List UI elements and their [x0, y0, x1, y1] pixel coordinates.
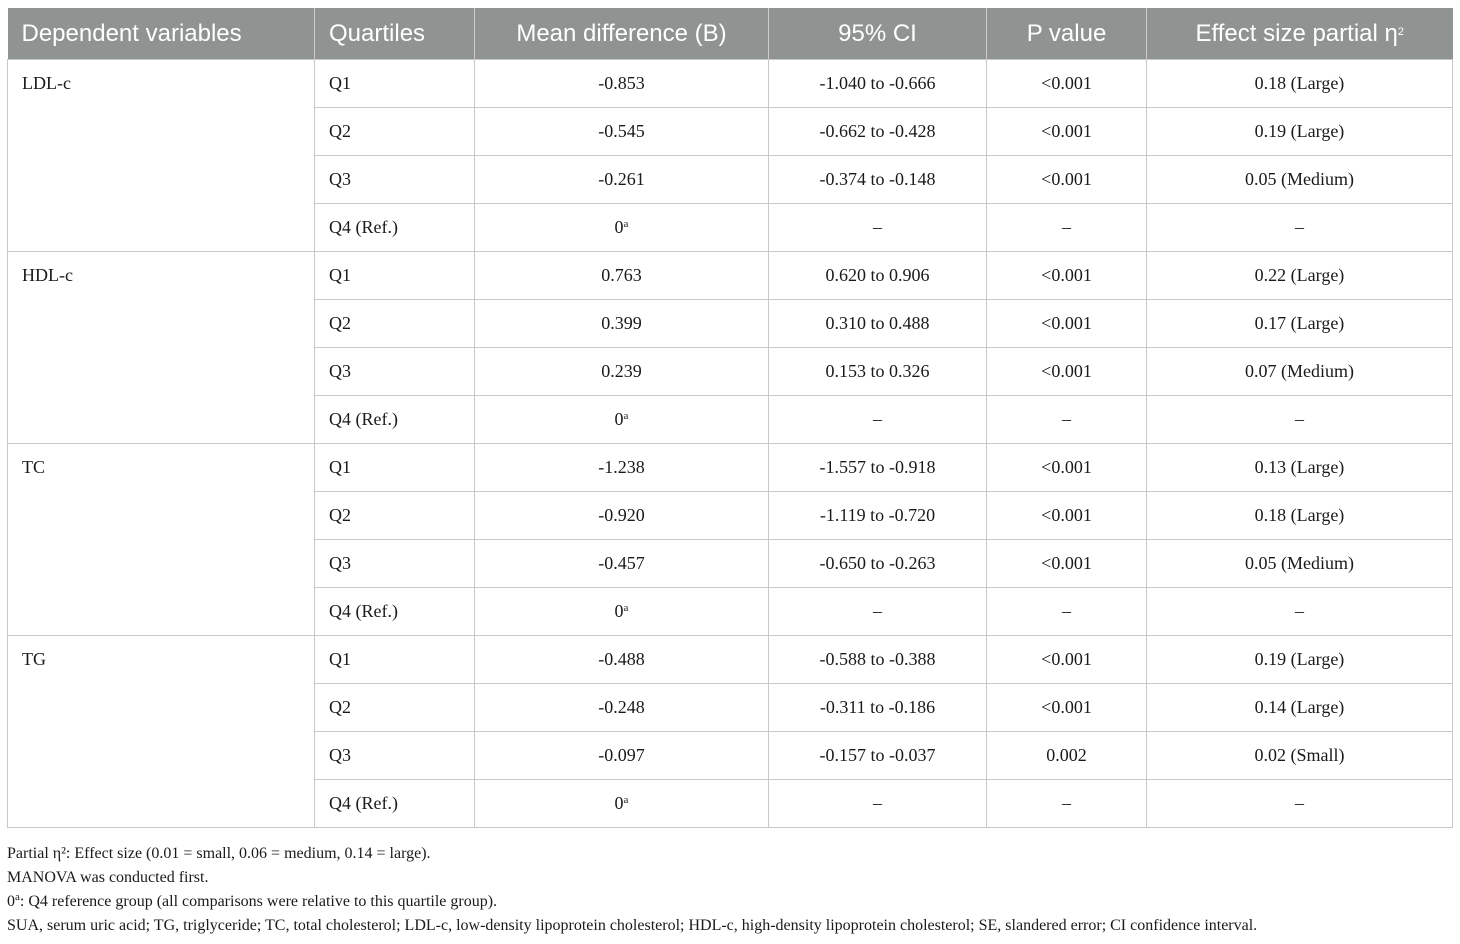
quartile-cell: Q1: [315, 60, 475, 108]
p-value-cell: –: [987, 588, 1147, 636]
confidence-interval-cell: –: [769, 588, 987, 636]
header-effect-size-label: Effect size partial η: [1195, 19, 1398, 47]
mean-difference-cell: [475, 588, 769, 636]
table-header: [8, 8, 1453, 60]
table-row: [8, 636, 1453, 684]
p-value-cell: –: [987, 396, 1147, 444]
effect-size-cell: –: [1147, 780, 1453, 828]
table-footnotes: [7, 842, 1457, 938]
quartile-cell: Q1: [315, 252, 475, 300]
dependent-variable-cell: TG: [8, 636, 315, 828]
confidence-interval-cell: 0.310 to 0.488: [769, 300, 987, 348]
confidence-interval-cell: -0.588 to -0.388: [769, 636, 987, 684]
confidence-interval-cell: -1.119 to -0.720: [769, 492, 987, 540]
effect-size-cell: 0.22 (Large): [1147, 252, 1453, 300]
reference-superscript: a: [623, 794, 629, 806]
mean-difference-cell: -0.097: [475, 732, 769, 780]
mean-difference-value: 0: [614, 601, 624, 621]
effect-size-cell: 0.05 (Medium): [1147, 156, 1453, 204]
mean-difference-cell: -1.238: [475, 444, 769, 492]
confidence-interval-cell: –: [769, 396, 987, 444]
p-value-cell: <0.001: [987, 252, 1147, 300]
p-value-cell: <0.001: [987, 300, 1147, 348]
mean-difference-cell: 0.763: [475, 252, 769, 300]
quartile-cell: Q3: [315, 540, 475, 588]
footnote-manova: MANOVA was conducted first.: [7, 869, 209, 886]
mean-difference-cell: 0.399: [475, 300, 769, 348]
mean-difference-cell: -0.248: [475, 684, 769, 732]
p-value-cell: <0.001: [987, 156, 1147, 204]
quartile-cell: Q4 (Ref.): [315, 204, 475, 252]
p-value-cell: <0.001: [987, 60, 1147, 108]
quartile-cell: Q2: [315, 108, 475, 156]
footnote-reference-zero: 0: [7, 893, 15, 910]
p-value-cell: –: [987, 780, 1147, 828]
mean-difference-value: 0: [614, 217, 624, 237]
mean-difference-cell: -0.545: [475, 108, 769, 156]
effect-size-cell: 0.19 (Large): [1147, 636, 1453, 684]
footnote-reference-text: : Q4 reference group (all comparisons were relative to this quartile group).: [19, 893, 498, 910]
p-value-cell: <0.001: [987, 108, 1147, 156]
effect-size-cell: –: [1147, 204, 1453, 252]
footnote-partial-eta: Partial η²: Effect size (0.01 = small, 0.06 = medium, 0.14 = large).: [7, 845, 431, 862]
mean-difference-value: 0: [614, 793, 624, 813]
confidence-interval-cell: -1.040 to -0.666: [769, 60, 987, 108]
confidence-interval-cell: –: [769, 780, 987, 828]
quartile-cell: Q1: [315, 444, 475, 492]
mean-difference-cell: [475, 780, 769, 828]
effect-size-cell: 0.14 (Large): [1147, 684, 1453, 732]
footnote-reference-superscript: a: [15, 891, 20, 903]
p-value-cell: <0.001: [987, 636, 1147, 684]
mean-difference-value: 0: [614, 409, 624, 429]
p-value-cell: –: [987, 204, 1147, 252]
effect-size-cell: –: [1147, 588, 1453, 636]
confidence-interval-cell: -0.650 to -0.263: [769, 540, 987, 588]
p-value-cell: <0.001: [987, 444, 1147, 492]
reference-superscript: a: [623, 218, 629, 230]
confidence-interval-cell: -0.662 to -0.428: [769, 108, 987, 156]
quartile-cell: Q3: [315, 156, 475, 204]
header-confidence-interval: 95% CI: [769, 8, 987, 60]
mean-difference-cell: -0.488: [475, 636, 769, 684]
header-row: [8, 8, 1453, 60]
p-value-cell: 0.002: [987, 732, 1147, 780]
table-row: [8, 252, 1453, 300]
table-body: [8, 60, 1453, 828]
mean-difference-cell: -0.853: [475, 60, 769, 108]
reference-superscript: a: [623, 602, 629, 614]
effect-size-cell: 0.13 (Large): [1147, 444, 1453, 492]
mean-difference-cell: -0.457: [475, 540, 769, 588]
header-p-value: P value: [987, 8, 1147, 60]
dependent-variable-cell: HDL-c: [8, 252, 315, 444]
reference-superscript: a: [623, 410, 629, 422]
effect-size-cell: 0.17 (Large): [1147, 300, 1453, 348]
p-value-cell: <0.001: [987, 540, 1147, 588]
confidence-interval-cell: -0.374 to -0.148: [769, 156, 987, 204]
dependent-variable-cell: LDL-c: [8, 60, 315, 252]
table-row: [8, 444, 1453, 492]
results-table-container: [7, 8, 1452, 828]
mean-difference-cell: [475, 204, 769, 252]
effect-size-cell: 0.02 (Small): [1147, 732, 1453, 780]
quartile-cell: Q2: [315, 300, 475, 348]
header-effect-size-superscript: 2: [1397, 25, 1404, 38]
table-row: [8, 60, 1453, 108]
quartile-cell: Q2: [315, 492, 475, 540]
quartile-cell: Q3: [315, 732, 475, 780]
quartile-cell: Q4 (Ref.): [315, 780, 475, 828]
footnote-reference-group: [7, 890, 1457, 914]
confidence-interval-cell: -0.157 to -0.037: [769, 732, 987, 780]
confidence-interval-cell: 0.620 to 0.906: [769, 252, 987, 300]
quartile-cell: Q4 (Ref.): [315, 588, 475, 636]
effect-size-cell: 0.18 (Large): [1147, 60, 1453, 108]
mean-difference-cell: 0.239: [475, 348, 769, 396]
quartile-cell: Q1: [315, 636, 475, 684]
confidence-interval-cell: -1.557 to -0.918: [769, 444, 987, 492]
mean-difference-cell: -0.261: [475, 156, 769, 204]
dependent-variable-cell: TC: [8, 444, 315, 636]
mean-difference-cell: [475, 396, 769, 444]
header-dependent-variables: Dependent variables: [8, 8, 315, 60]
effect-size-cell: 0.18 (Large): [1147, 492, 1453, 540]
confidence-interval-cell: 0.153 to 0.326: [769, 348, 987, 396]
confidence-interval-cell: –: [769, 204, 987, 252]
confidence-interval-cell: -0.311 to -0.186: [769, 684, 987, 732]
p-value-cell: <0.001: [987, 684, 1147, 732]
header-quartiles: Quartiles: [315, 8, 475, 60]
quartile-cell: Q2: [315, 684, 475, 732]
footnote-abbreviations: SUA, serum uric acid; TG, triglyceride; TC, total cholesterol; LDL-c, low-density lipoprotein cholesterol; HDL-c, high-density lipoprotein cholesterol; SE, slandered error; CI confidence interval.: [7, 917, 1258, 934]
quartile-cell: Q3: [315, 348, 475, 396]
quartile-cell: Q4 (Ref.): [315, 396, 475, 444]
header-mean-difference: Mean difference (B): [475, 8, 769, 60]
mean-difference-cell: -0.920: [475, 492, 769, 540]
effect-size-cell: 0.07 (Medium): [1147, 348, 1453, 396]
effect-size-cell: 0.19 (Large): [1147, 108, 1453, 156]
p-value-cell: <0.001: [987, 348, 1147, 396]
results-table: [7, 8, 1453, 828]
header-effect-size: [1147, 8, 1453, 60]
effect-size-cell: 0.05 (Medium): [1147, 540, 1453, 588]
effect-size-cell: –: [1147, 396, 1453, 444]
p-value-cell: <0.001: [987, 492, 1147, 540]
